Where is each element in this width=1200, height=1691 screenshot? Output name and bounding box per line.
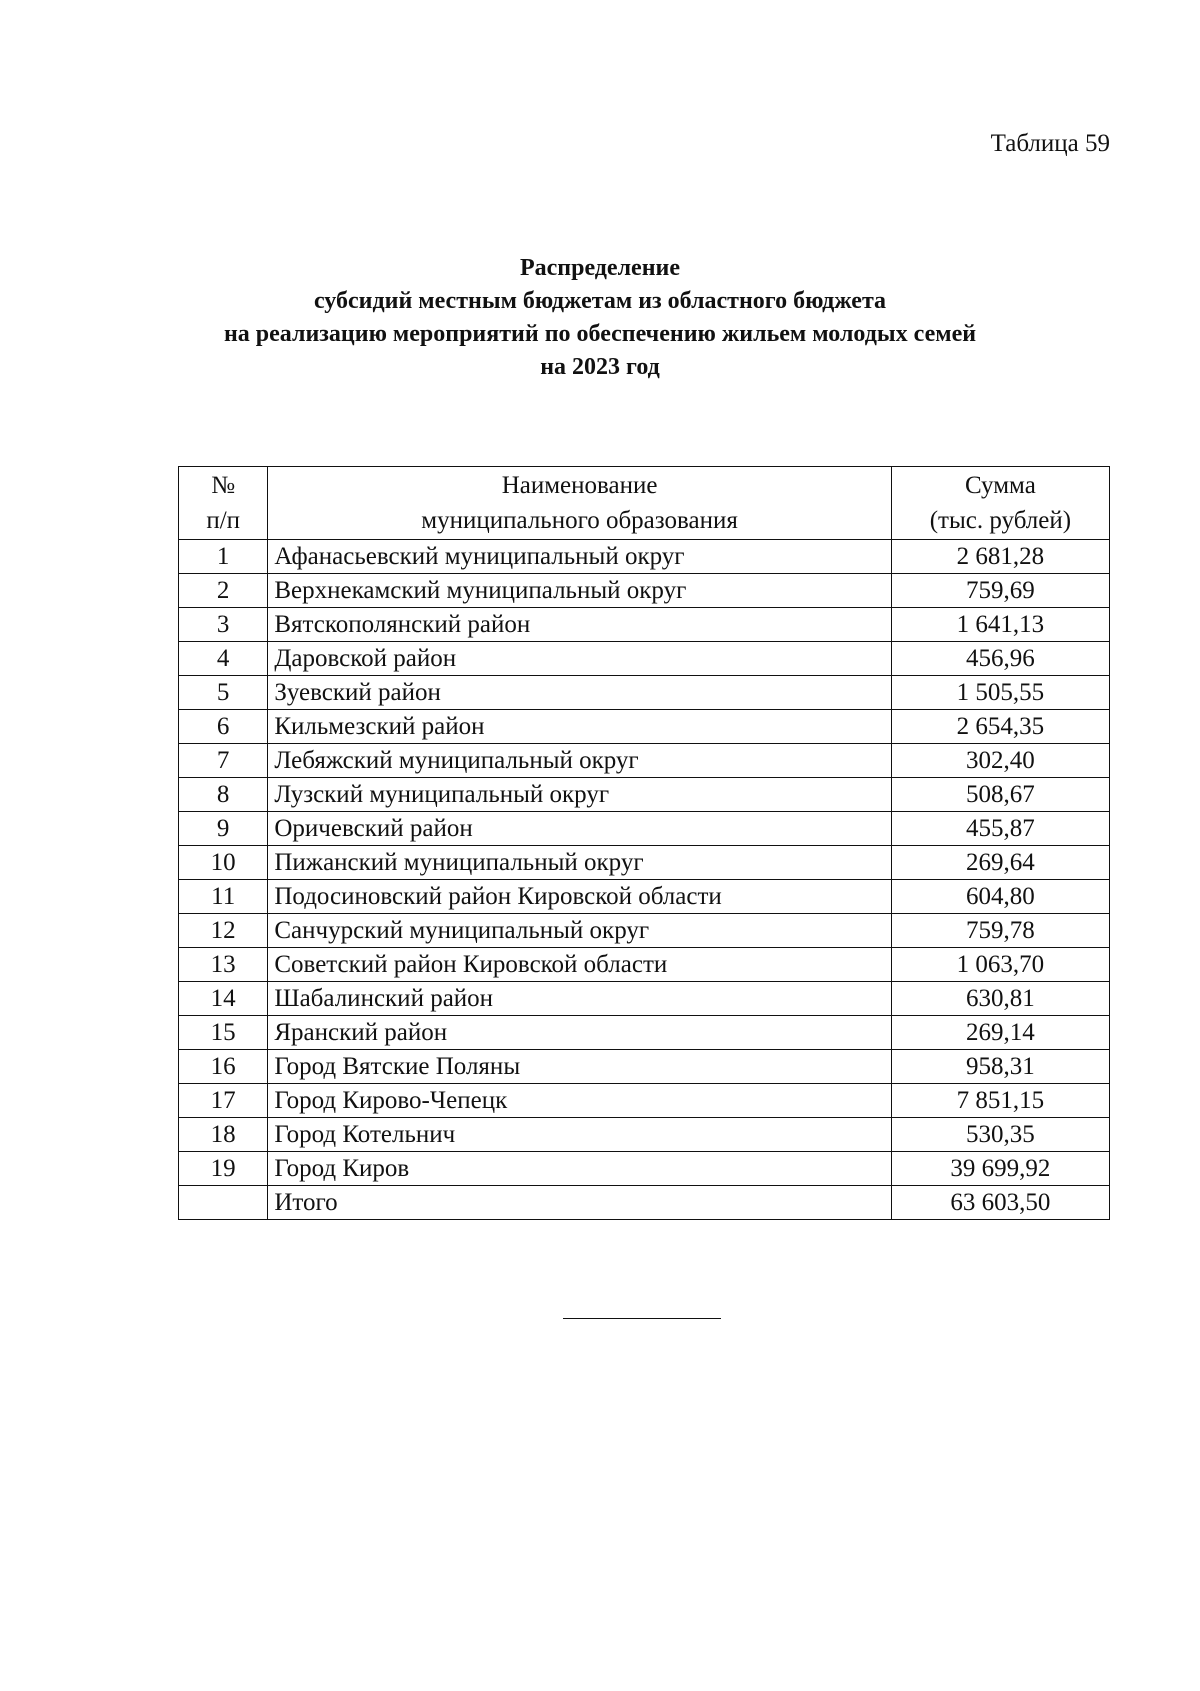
row-municipality-name: Лебяжский муниципальный округ [268, 744, 891, 778]
row-amount: 456,96 [891, 642, 1109, 676]
header-number [179, 467, 268, 540]
header-sum-line-2: (тыс. рублей) [929, 507, 1072, 534]
title-line-1: Распределение [519, 255, 681, 281]
row-number: 11 [179, 880, 268, 914]
row-amount: 7 851,15 [891, 1084, 1109, 1118]
total-row [179, 1186, 1110, 1220]
row-amount: 269,14 [891, 1016, 1109, 1050]
title-line-3: на реализацию мероприятий по обеспечению жильем молодых семей [223, 321, 977, 347]
row-municipality-name: Санчурский муниципальный округ [268, 914, 891, 948]
header-sum [891, 467, 1109, 540]
table-number-label: Таблица 59 [990, 130, 1110, 157]
row-amount: 302,40 [891, 744, 1109, 778]
row-amount: 269,64 [891, 846, 1109, 880]
table-row [179, 948, 1110, 982]
row-amount: 39 699,92 [891, 1152, 1109, 1186]
table-row [179, 574, 1110, 608]
header-name [268, 467, 891, 540]
row-number: 17 [179, 1084, 268, 1118]
row-amount: 1 505,55 [891, 676, 1109, 710]
table-row [179, 1152, 1110, 1186]
row-municipality-name: Город Кирово-Чепецк [268, 1084, 891, 1118]
table-row [179, 846, 1110, 880]
row-municipality-name: Верхнекамский муниципальный округ [268, 574, 891, 608]
table-row [179, 744, 1110, 778]
row-number: 7 [179, 744, 268, 778]
row-amount: 2 681,28 [891, 540, 1109, 574]
row-number: 13 [179, 948, 268, 982]
table-row [179, 676, 1110, 710]
row-number: 16 [179, 1050, 268, 1084]
table-row [179, 982, 1110, 1016]
table-row [179, 914, 1110, 948]
row-municipality-name: Город Котельнич [268, 1118, 891, 1152]
table-row [179, 1118, 1110, 1152]
row-municipality-name: Подосиновский район Кировской области [268, 880, 891, 914]
row-municipality-name: Вятскополянский район [268, 608, 891, 642]
table-row [179, 540, 1110, 574]
row-municipality-name: Лузский муниципальный округ [268, 778, 891, 812]
row-number: 18 [179, 1118, 268, 1152]
title-line-4: на 2023 год [540, 354, 660, 380]
table-row [179, 1016, 1110, 1050]
row-amount: 1 063,70 [891, 948, 1109, 982]
header-number-line-1: № [211, 472, 236, 499]
row-number: 15 [179, 1016, 268, 1050]
row-number: 19 [179, 1152, 268, 1186]
total-num [179, 1186, 268, 1220]
table-row [179, 608, 1110, 642]
header-number-line-2: п/п [206, 507, 241, 534]
header-name-line-1: Наименование [501, 472, 658, 499]
row-number: 10 [179, 846, 268, 880]
table-row [179, 1050, 1110, 1084]
row-municipality-name: Кильмезский район [268, 710, 891, 744]
row-number: 6 [179, 710, 268, 744]
row-amount: 1 641,13 [891, 608, 1109, 642]
row-amount: 958,31 [891, 1050, 1109, 1084]
header-sum-line-1: Сумма [965, 472, 1036, 499]
row-municipality-name: Даровской район [268, 642, 891, 676]
title-line-2: субсидий местным бюджетам из областного бюджета [313, 288, 887, 314]
row-amount: 508,67 [891, 778, 1109, 812]
total-name: Итого [268, 1186, 891, 1220]
row-number: 3 [179, 608, 268, 642]
row-number: 14 [179, 982, 268, 1016]
row-municipality-name: Пижанский муниципальный округ [268, 846, 891, 880]
row-municipality-name: Оричевский район [268, 812, 891, 846]
distribution-table [178, 466, 1110, 1220]
end-divider-line [563, 1318, 721, 1319]
row-municipality-name: Шабалинский район [268, 982, 891, 1016]
row-municipality-name: Город Вятские Поляны [268, 1050, 891, 1084]
table-header-row [179, 467, 1110, 540]
total-sum: 63 603,50 [891, 1186, 1109, 1220]
row-municipality-name: Зуевский район [268, 676, 891, 710]
table-row [179, 812, 1110, 846]
row-amount: 455,87 [891, 812, 1109, 846]
table-row [179, 710, 1110, 744]
header-name-line-2: муниципального образования [421, 507, 738, 534]
row-number: 5 [179, 676, 268, 710]
table-row [179, 1084, 1110, 1118]
table-body [179, 540, 1110, 1220]
row-municipality-name: Советский район Кировской области [268, 948, 891, 982]
row-number: 4 [179, 642, 268, 676]
row-municipality-name: Яранский район [268, 1016, 891, 1050]
table-row [179, 880, 1110, 914]
row-number: 1 [179, 540, 268, 574]
document-title [0, 252, 1200, 384]
row-amount: 759,78 [891, 914, 1109, 948]
row-amount: 604,80 [891, 880, 1109, 914]
row-number: 8 [179, 778, 268, 812]
row-number: 2 [179, 574, 268, 608]
row-amount: 530,35 [891, 1118, 1109, 1152]
row-amount: 759,69 [891, 574, 1109, 608]
row-municipality-name: Афанасьевский муниципальный округ [268, 540, 891, 574]
row-number: 12 [179, 914, 268, 948]
table-row [179, 642, 1110, 676]
row-number: 9 [179, 812, 268, 846]
table-row [179, 778, 1110, 812]
row-municipality-name: Город Киров [268, 1152, 891, 1186]
row-amount: 2 654,35 [891, 710, 1109, 744]
row-amount: 630,81 [891, 982, 1109, 1016]
